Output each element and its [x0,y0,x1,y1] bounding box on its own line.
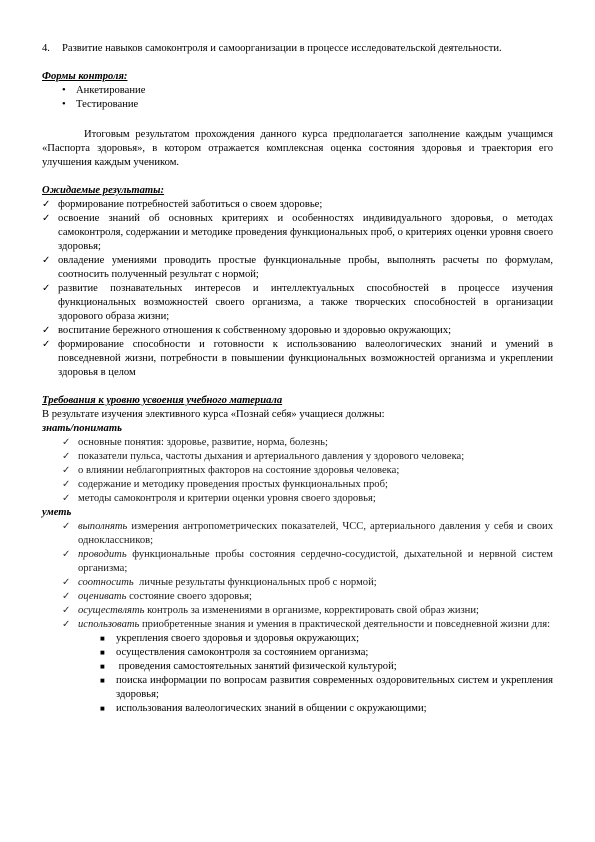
checkmark-icon: ✓ [42,283,51,294]
list-item [42,646,553,660]
list-item [42,478,553,492]
list-item [42,282,553,324]
list-item-text: осуществления самоконтроля за состоянием организма; [116,647,369,658]
list-item [42,674,553,702]
checkmark-icon: ✓ [42,325,51,336]
list-item [42,590,553,604]
list-item-text: показатели пульса, частоты дыхания и артериального давления у здорового человека; [78,451,465,462]
checkmark-icon: ✓ [62,437,71,448]
skill-verb: соотносить [78,577,134,588]
list-item-text: освоение знаний об основных критериях и особенностях индивидуального здоровья, о методах самоконтроля, содержании и методике проведения функциональных проб, о критериях оценки уровня своего здоровья; [58,213,553,252]
square-bullet-icon: ■ [100,634,105,643]
document-page [42,40,553,716]
list-item-text: формирование способности и готовности к использованию валеологических знаний и умений в повседневной жизни, потребности в повышении функциональных возможностей организма и укреплении здоровья в целом [58,339,553,378]
forms-heading: Формы контроля: [42,71,128,82]
list-item [42,660,553,674]
list-item-text: содержание и методику проведения простых функциональных проб; [78,479,388,490]
use-list [42,632,553,716]
checkmark-icon: ✓ [62,591,71,602]
list-item [42,254,553,282]
skill-verb: оценивать [78,591,127,602]
list-item [42,492,553,506]
list-item [42,198,553,212]
list-item [42,520,553,548]
checkmark-icon: ✓ [62,549,71,560]
skill-verb: проводить [78,549,127,560]
list-item [42,84,553,98]
requirements-intro: В результате изучения элективного курса «Познай себя» учащиеся должны: [42,409,385,420]
skill-text: состояние своего здоровья; [126,591,252,602]
checkmark-icon: ✓ [42,199,51,210]
list-item [42,632,553,646]
summary-paragraph: Итоговым результатом прохождения данного курса предполагается заполнение каждым учащимся «Паспорта здоровья», в котором отражается комплексная оценка состояния здоровья и траектория его улучшения каждым учеником. [42,129,553,168]
list-item-text: формирование потребностей заботиться о своем здоровье; [58,199,323,210]
list-item [42,702,553,716]
list-item [42,464,553,478]
skill-text: приобретенные знания и умения в практической деятельности и повседневной жизни для: [139,619,551,630]
results-list [42,198,553,380]
checkmark-icon: ✓ [62,493,71,504]
list-item [42,618,553,632]
skill-verb: осуществлять [78,605,145,616]
checkmark-icon: ✓ [42,339,51,350]
checkmark-icon: ✓ [42,255,51,266]
item-text: Развитие навыков самоконтроля и самоорганизации в процессе исследовательской деятельности. [62,43,502,54]
list-item [42,548,553,576]
list-item [42,324,553,338]
list-item [42,576,553,590]
skill-verb: выполнять [78,521,128,532]
skill-text: личные результаты функциональных проб с нормой; [133,577,377,588]
checkmark-icon: ✓ [62,465,71,476]
skill-verb: использовать [78,619,140,630]
requirements-heading: Требования к уровню усвоения учебного материала [42,395,283,406]
results-heading: Ожидаемые результаты: [42,185,165,196]
list-item-text: воспитание бережного отношения к собственному здоровью и здоровью окружающих; [58,325,452,336]
list-item-text: использования валеологических знаний в общении с окружающими; [116,703,427,714]
list-item-text: Анкетирование [76,85,146,96]
list-item-text: проведения самостоятельных занятий физической культурой; [116,661,397,672]
square-bullet-icon: ■ [100,662,105,671]
numbered-item-4 [42,42,553,56]
bullet-icon: • [62,99,66,110]
can-label: уметь [42,507,72,518]
square-bullet-icon: ■ [100,704,105,713]
skill-text: измерения антропометрических показателей, ЧСС, артериального давления у себя и своих одноклассников; [78,521,553,546]
skill-text: контроль за изменениями в организме, корректировать свой образ жизни; [144,605,479,616]
know-label: знать/понимать [42,423,122,434]
list-item [42,436,553,450]
square-bullet-icon: ■ [100,648,105,657]
skill-text: функциональные пробы состояния сердечно-сосудистой, дыхательной и нервной систем организма; [78,549,553,574]
list-item-text: овладение умениями проводить простые функциональные пробы, выполнять расчеты по формулам, соотносить полученный результат с нормой; [58,255,553,280]
checkmark-icon: ✓ [42,213,51,224]
list-item [42,338,553,380]
checkmark-icon: ✓ [62,619,71,630]
list-item-text: основные понятия: здоровье, развитие, норма, болезнь; [78,437,328,448]
checkmark-icon: ✓ [62,605,71,616]
square-bullet-icon: ■ [100,676,105,685]
can-list [42,520,553,632]
list-item [42,604,553,618]
list-item-text: о влиянии неблагоприятных факторов на состояние здоровья человека; [78,465,400,476]
list-item-text: методы самоконтроля и критерии оценки уровня своего здоровья; [78,493,376,504]
bullet-icon: • [62,85,66,96]
list-item [42,450,553,464]
checkmark-icon: ✓ [62,451,71,462]
checkmark-icon: ✓ [62,521,71,532]
list-item-text: развитие познавательных интересов и интеллектуальных способностей в процессе изучения функциональных возможностей своего организма, а также творческих способностей в организации здорового образа жизни; [58,283,553,322]
list-item [42,212,553,254]
item-number: 4. [42,43,50,54]
checkmark-icon: ✓ [62,577,71,588]
list-item-text: поиска информации по вопросам развития современных оздоровительных систем и укрепления здоровья; [116,675,553,700]
know-list [42,436,553,506]
list-item-text: укрепления своего здоровья и здоровья окружающих; [116,633,360,644]
list-item-text: Тестирование [76,99,139,110]
list-item [42,98,553,112]
forms-list [42,84,553,112]
checkmark-icon: ✓ [62,479,71,490]
